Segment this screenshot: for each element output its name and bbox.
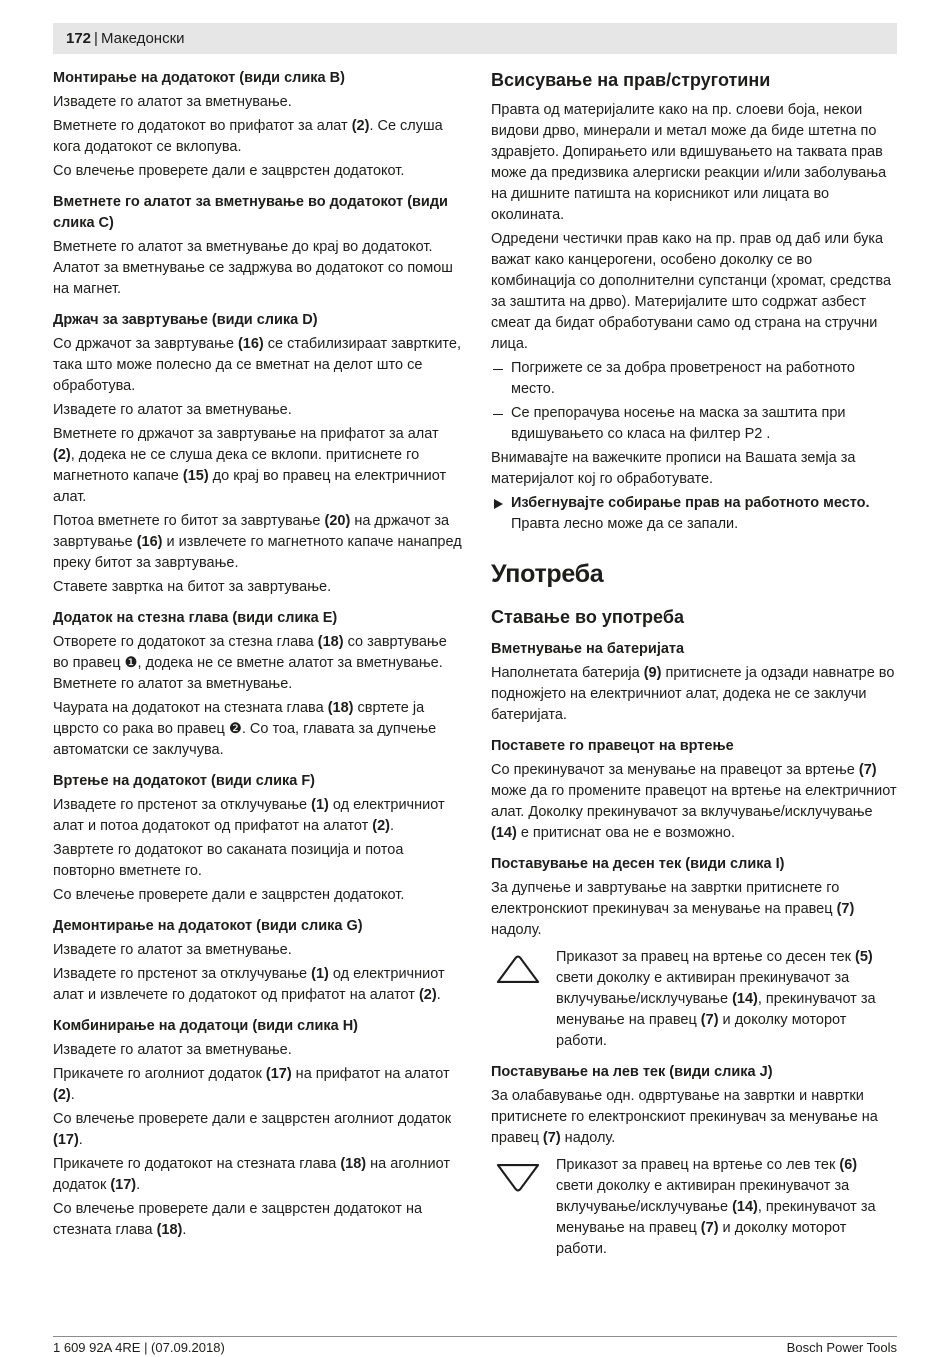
rotation-indicator-note [491,1155,897,1260]
paragraph [53,424,463,508]
dash-marker [493,369,503,370]
text-run: надолу. [491,922,542,938]
bold-text: (17) [53,1132,79,1148]
dash-list-item [491,358,897,400]
paragraph [491,229,897,355]
paragraph [491,663,897,726]
paragraph [53,885,463,906]
rotation-indicator-note [491,947,897,1052]
list-item-text [511,360,855,397]
paragraph [491,100,897,226]
warning-text [511,495,870,532]
paragraph [491,1086,897,1149]
text-run: За дупчење и завртување на завртки притиснете го електронскиот прекинувач за менување на правец [491,880,840,917]
subheading: Поставете го правецот на вртење [491,738,734,754]
warning-item [491,493,897,535]
text-run: Приказот за правец на вртење со десен тек [556,949,855,965]
text-run: . [78,1132,83,1148]
text-run: Вметнете го држачот за завртување на прифатот за алат [53,426,439,442]
text-run: Извадете го алатот за вметнување. [53,1042,292,1058]
footer-rule [53,1336,897,1337]
text-run: на држачот за завртување [53,513,450,550]
paragraph [53,698,463,761]
text-run: Приказот за правец на вртење со лев тек [556,1157,840,1173]
bold-text: (9) [643,665,662,681]
bold-text: (2) [53,447,71,463]
text-run: Правта од материјалите како на пр. слоеви боја, некои видови дрво, минерали и метал може да биде штетна по здравјето. Допирањето или вдишувањето на таквата прав може да предизвика алергиски реакции и/или заболувања на дишните патишта на корисникот или лицата во околината. [491,102,887,223]
text-run: . Се слуша кога додатокот се вклопува. [53,118,443,155]
paragraph [53,400,463,421]
paragraph [53,1064,463,1106]
text-run: Вметнете го алатот за вметнување до крај во додатокот. Алатот за вметнување се задржува во додатокот со помош на магнет. [53,239,453,297]
text-run: . [390,818,395,834]
bold-text: (17) [265,1066,292,1082]
bold-text: (6) [839,1157,858,1173]
text-run: надолу. [560,1130,616,1146]
text-run: Извадете го прстенот за отклучување [53,966,312,982]
subheading: Поставување на лев тек (види слика J) [491,1064,773,1080]
text-run: Со влечење проверете дали е зацврстен додатокот. [53,163,405,179]
paragraph [491,878,897,941]
subheading: Вметнете го алатот за вметнување во додатокот (види слика C) [53,194,448,231]
bold-text: (14) [732,1199,758,1215]
text-run: Извадете го прстенот за отклучување [53,797,312,813]
bold-text: (14) [732,991,758,1007]
paragraph [53,632,463,695]
note-text [556,1157,876,1257]
triangle-down-icon [495,1162,541,1193]
dash-list-item [491,403,897,445]
bold-text: (18) [317,634,344,650]
text-run: , додека не се слуша дека се вклопи. притиснете го магнетното капаче [53,447,420,484]
text-run: притиснете ја одзади навнатре во подножјето на електричниот алат, додека не се заклучи батеријата. [491,665,895,723]
text-run: и доколку моторот работи. [556,1220,847,1257]
text-run: свртете ја цврсто со рака во правец ❷. Со тоа, главата за дупчење автоматски се заклучува. [53,700,437,758]
text-run: Со влечење проверете дали е зацврстен аголниот додаток [53,1111,452,1127]
text-run: . [136,1177,141,1193]
text-run: Чаурата на додатокот на стезната глава [53,700,328,716]
paragraph [53,334,463,397]
text-run: Правта лесно може да се запали. [511,516,739,532]
paragraph [53,1109,463,1151]
triangle-right-icon [494,499,503,509]
text-run: Со држачот за завртување [53,336,238,352]
paragraph [53,1040,463,1061]
text-run: Завртете го додатокот во саканата позиција и потоа повторно вметнете го. [53,842,404,879]
paragraph [53,577,463,598]
footer-publisher: Bosch Power Tools [786,1340,897,1355]
text-run: на аголниот додаток [53,1156,450,1193]
bold-text: (18) [327,700,354,716]
text-run: Погрижете се за добра проветреност на работното место. [511,360,855,397]
text-run: Извадете го алатот за вметнување. [53,94,292,110]
subheading: Комбинирање на додатоци (види слика H) [53,1018,359,1034]
paragraph [53,1199,463,1241]
paragraph [53,795,463,837]
text-run: свети доколку е активиран прекинувачот за вклучување/исклучување [556,970,850,1007]
text-run: и извлечете го магнетното капаче нанапред преку битот за завртување. [53,534,462,571]
text-run: Со прекинувачот за менување на правецот за вртење [491,762,859,778]
section-heading: Всисување на прав/струготини [491,70,771,90]
paragraph [53,237,463,300]
paragraph [491,760,897,844]
text-run: Извадете го алатот за вметнување. [53,402,292,418]
paragraph [53,511,463,574]
text-run: и доколку моторот работи. [556,1012,847,1049]
header-language: Македонски [100,30,185,47]
document-number: 1 609 92A 4RE | (07.09.2018) [53,1340,225,1355]
text-run: Внимавајте на важечките прописи на Вашата земја за материјалот кој го обработувате. [491,450,856,487]
page-number: 172 [66,30,92,47]
subheading: Монтирање на додатокот (види слика B) [53,70,345,86]
bold-text: (7) [836,901,855,917]
text-run: , прекинувачот за менување на правец [556,991,876,1028]
bold-text: (16) [136,534,163,550]
bold-text: (7) [542,1130,561,1146]
paragraph [53,840,463,882]
text-run: од електричниот алат и извлечете го додатокот од прифатот на алатот [53,966,445,1003]
text-run: од електричниот алат и потоа додатокот од прифатот на алатот [53,797,445,834]
bold-text: Избегнувајте собирање прав на работното место. [511,495,870,511]
text-run: Вметнете го додатокот во прифатот за алат [53,118,352,134]
subheading: Додаток на стезна глава (види слика E) [53,610,338,626]
bold-text: (2) [418,987,437,1003]
page-header [53,23,897,54]
text-run: Ставете завртка на битот за завртување. [53,579,332,595]
text-run: Извадете го алатот за вметнување. [53,942,292,958]
bold-text: (18) [340,1156,367,1172]
bold-text: (17) [110,1177,137,1193]
bold-text: (20) [324,513,351,529]
text-run: Одредени честички прав како на пр. прав од даб или бука важат како канцерогени, особено доколку се во комбинација со дополнителни супстанци (хромат, средства за заштита на дрво). Материјалите што содржат азбест смеат да бидат обработувани само од страна на стручни лица. [491,231,892,352]
text-run: е притиснат ова не е возможно. [516,825,735,841]
subheading: Држач за завртување (види слика D) [53,312,318,328]
left-column [53,68,463,1330]
bold-text: (7) [700,1220,719,1236]
text-run: може да го промените правецот на вртење на електричниот алат. Доколку прекинувачот за вклучување/исклучување [491,783,897,820]
text-run: . [70,1087,75,1103]
subheading: Поставување на десен тек (види слика I) [491,856,785,872]
subheading: Вметнување на батеријата [491,641,685,657]
text-run: Наполнетата батерија [491,665,644,681]
text-run: со завртување во правец ❶, додека не се вметне алатот за вметнување. Вметнете го алатот за вметнување. [53,634,447,692]
text-run: Прикачете го аголниот додаток [53,1066,266,1082]
bold-text: (2) [351,118,370,134]
bold-text: (15) [182,468,209,484]
dash-marker [493,414,503,415]
text-run: Потоа вметнете го битот за завртување [53,513,325,529]
text-run: . [436,987,441,1003]
right-column [491,68,897,1330]
bold-text: (16) [237,336,264,352]
text-run: Со влечење проверете дали е зацврстен додатокот на стезната глава [53,1201,423,1238]
bold-text: (2) [372,818,390,834]
note-text [556,949,876,1049]
list-item-text [511,405,846,442]
bold-text: (5) [854,949,873,965]
paragraph [53,92,463,113]
text-run: Прикачете го додатокот на стезната глава [53,1156,341,1172]
bold-text: (2) [53,1087,71,1103]
text-run: се стабилизираат завртките, така што може полесно да се вметнат на делот што се обработува. [53,336,461,394]
bold-text: (18) [156,1222,183,1238]
paragraph [53,161,463,182]
text-run: За олабавување одн. одвртување на завртки и навртки притиснете го електронскиот прекинувач за менување на правец [491,1088,878,1146]
paragraph [491,448,897,490]
text-run: на прифатот на алатот [291,1066,450,1082]
text-run: до крај во правец на електричниот алат. [53,468,447,505]
text-run: Се препорачува носење на маска за заштита при вдишувањето со класа на филтер P2 . [511,405,846,442]
paragraph [53,1154,463,1196]
subheading: Демонтирање на додатокот (види слика G) [53,918,363,934]
text-run: , прекинувачот за менување на правец [556,1199,876,1236]
text-run: . [182,1222,187,1238]
paragraph [53,116,463,158]
chapter-heading: Употреба [491,560,604,588]
paragraph [53,940,463,961]
paragraph [53,964,463,1006]
section-heading: Ставање во употреба [491,607,684,627]
bold-text: (7) [858,762,877,778]
header-separator: | [94,30,98,47]
text-run: Со влечење проверете дали е зацврстен додатокот. [53,887,405,903]
bold-text: (14) [491,825,517,841]
triangle-up-icon [495,954,541,985]
bold-text: (7) [700,1012,719,1028]
header-text [66,30,185,48]
text-run: свети доколку е активиран прекинувачот за вклучување/исклучување [556,1178,850,1215]
subheading: Вртење на додатокот (види слика F) [53,773,316,789]
text-run: Отворете го додатокот за стезна глава [53,634,318,650]
bold-text: (1) [311,797,329,813]
bold-text: (1) [311,966,329,982]
